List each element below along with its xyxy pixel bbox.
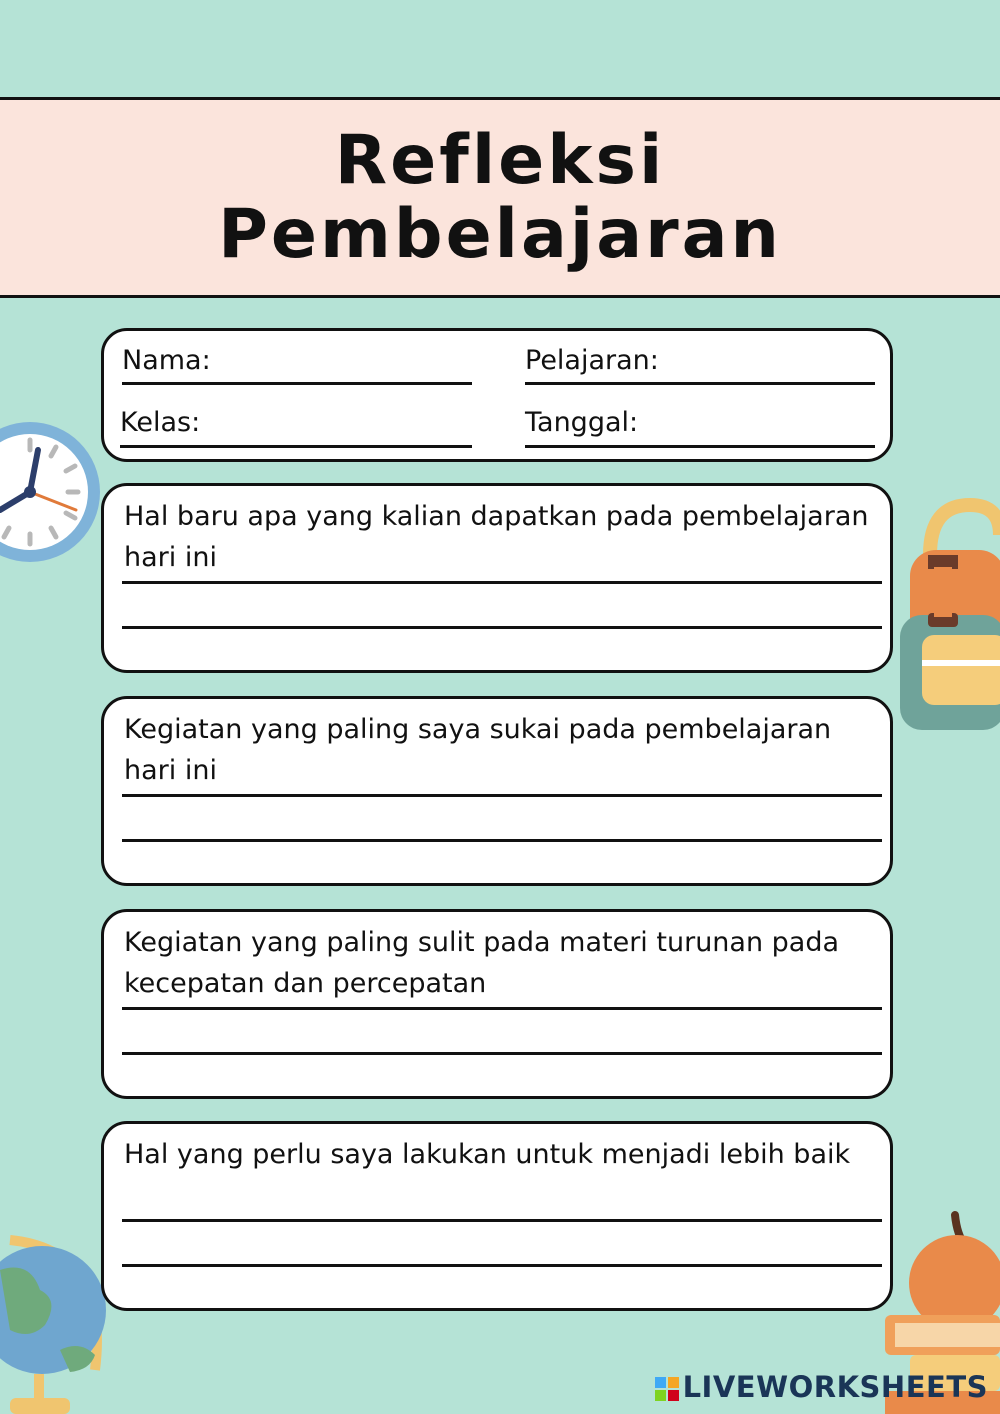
globe-icon — [0, 1230, 115, 1414]
pelajaran-underline — [525, 382, 875, 385]
question-text: Hal baru apa yang kalian dapatkan pada pembelajaran hari ini — [124, 501, 869, 573]
answer-line[interactable] — [122, 839, 882, 842]
kelas-label: Kelas: — [120, 407, 201, 438]
backpack-icon — [900, 495, 1000, 735]
kelas-field[interactable] — [120, 407, 474, 453]
answer-line[interactable] — [122, 581, 882, 584]
tanggal-field[interactable] — [525, 407, 877, 453]
watermark-text: LIVEWORKSHEETS — [682, 1370, 988, 1404]
kelas-underline — [120, 445, 472, 448]
pelajaran-field[interactable] — [525, 345, 877, 391]
question-card-1 — [101, 483, 893, 673]
question-text: Kegiatan yang paling sulit pada materi turunan pada kecepatan dan percepatan — [124, 927, 840, 999]
liveworksheets-logo-icon — [655, 1377, 679, 1401]
answer-line[interactable] — [122, 1219, 882, 1222]
tanggal-underline — [525, 445, 875, 448]
title-banner — [0, 97, 1000, 298]
question-card-2 — [101, 696, 893, 886]
question-card-4 — [101, 1121, 893, 1311]
nama-underline — [122, 382, 472, 385]
question-card-3 — [101, 909, 893, 1099]
page-title-line-1: Refleksi — [334, 121, 666, 200]
student-info-card — [101, 328, 893, 462]
clock-icon — [0, 420, 100, 565]
page-title-line-2: Pembelajaran — [218, 195, 782, 274]
nama-field[interactable] — [122, 345, 474, 391]
answer-line[interactable] — [122, 1264, 882, 1267]
answer-line[interactable] — [122, 794, 882, 797]
pelajaran-label: Pelajaran: — [525, 345, 659, 376]
answer-line[interactable] — [122, 1007, 882, 1010]
answer-line[interactable] — [122, 1052, 882, 1055]
nama-label: Nama: — [122, 345, 211, 376]
liveworksheets-watermark — [655, 1370, 988, 1404]
question-text: Hal yang perlu saya lakukan untuk menjadi lebih baik — [124, 1139, 851, 1170]
question-text: Kegiatan yang paling saya sukai pada pembelajaran hari ini — [124, 714, 832, 786]
tanggal-label: Tanggal: — [525, 407, 639, 438]
answer-line[interactable] — [122, 626, 882, 629]
